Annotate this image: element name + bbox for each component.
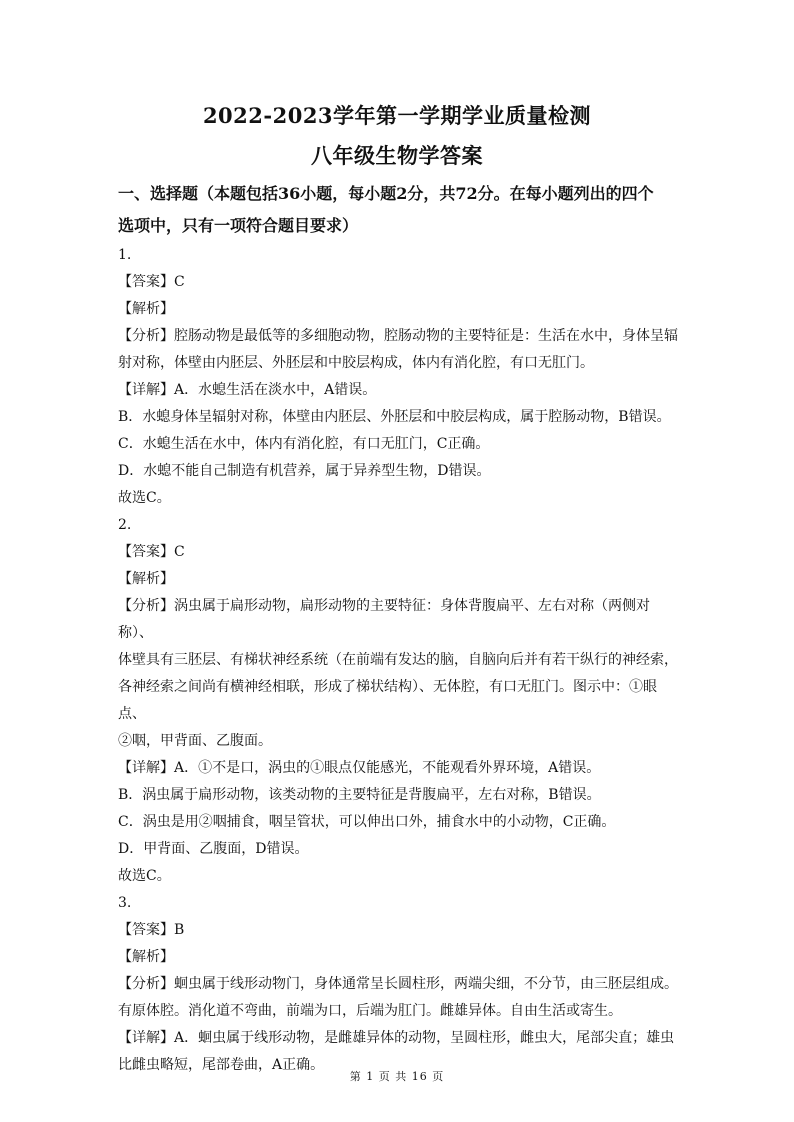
text-line: B．涡虫属于扁形动物，该类动物的主要特征是背腹扁平，左右对称，B错误。: [118, 787, 601, 803]
text-line: 1.: [118, 247, 132, 263]
document-subtitle: 八年级生物学答案: [311, 143, 483, 168]
text-line: 【答案】B: [118, 922, 185, 938]
section-heading: [118, 178, 678, 242]
text-line: 【分析】蛔虫属于线形动物门，身体通常呈长圆柱形，两端尖细，不分节，由三胚层组成。: [118, 976, 678, 992]
text-line: 体壁具有三胚层、有梯状神经系统（在前端有发达的脑，自脑向后并有若干纵行的神经索，: [118, 652, 678, 668]
text-line: 【详解】A．①不是口，涡虫的①眼点仅能感光，不能观看外界环境，A错误。: [118, 760, 601, 776]
text-line: D．甲背面、乙腹面，D错误。: [118, 841, 309, 857]
page-number: 第 1 页 共 16 页: [349, 1070, 445, 1083]
answer-body: [118, 242, 678, 1079]
text-line: 故选C。: [118, 868, 171, 884]
text-line: 2.: [118, 517, 132, 533]
document-title: 2022-2023学年第一学期学业质量检测: [202, 103, 592, 128]
text-line: 【分析】涡虫属于扁形动物，扁形动物的主要特征：身体背腹扁平、左右对称（两侧对称）、: [118, 598, 650, 641]
text-line: 3.: [118, 895, 132, 911]
text-line: 各神经索之间尚有横神经相联，形成了梯状结构）、无体腔，有口无肛门。图示中：①眼点、: [118, 679, 657, 722]
text-line: 比雌虫略短，尾部卷曲，A正确。: [118, 1057, 325, 1073]
text-line: 【解析】: [118, 949, 174, 965]
text-line: 【答案】C: [118, 274, 185, 290]
text-line: B．水螅身体呈辐射对称，体壁由内胚层、外胚层和中胶层构成，属于腔肠动物，B错误。: [118, 409, 671, 425]
text-line: 【答案】C: [118, 544, 185, 560]
text-line: 【解析】: [118, 301, 174, 317]
section-heading-line: 一、选择题（本题包括36小题，每小题2分，共72分。在每小题列出的四个: [118, 184, 654, 203]
text-line: 【解析】: [118, 571, 174, 587]
text-line: D．水螅不能自己制造有机营养，属于异养型生物，D错误。: [118, 463, 491, 479]
text-line: 射对称，体壁由内胚层、外胚层和中胶层构成，体内有消化腔，有口无肛门。: [118, 355, 594, 371]
text-line: ②咽，甲背面、乙腹面。: [118, 733, 272, 749]
text-line: 故选C。: [118, 490, 171, 506]
text-line: C．水螅生活在水中，体内有消化腔，有口无肛门，C正确。: [118, 436, 490, 452]
text-line: 【详解】A．水螅生活在淡水中，A错误。: [118, 382, 377, 398]
section-heading-line: 选项中，只有一项符合题目要求）: [118, 216, 359, 235]
text-line: 【详解】A．蛔虫属于线形动物，是雌雄异体的动物，呈圆柱形，雌虫大，尾部尖直；雄虫: [118, 1030, 675, 1046]
text-line: 【分析】腔肠动物是最低等的多细胞动物，腔肠动物的主要特征是：生活在水中，身体呈辐: [118, 328, 678, 344]
text-line: 有原体腔。消化道不弯曲，前端为口，后端为肛门。雌雄异体。自由生活或寄生。: [118, 1003, 622, 1019]
text-line: C．涡虫是用②咽捕食，咽呈管状，可以伸出口外，捕食水中的小动物，C正确。: [118, 814, 616, 830]
